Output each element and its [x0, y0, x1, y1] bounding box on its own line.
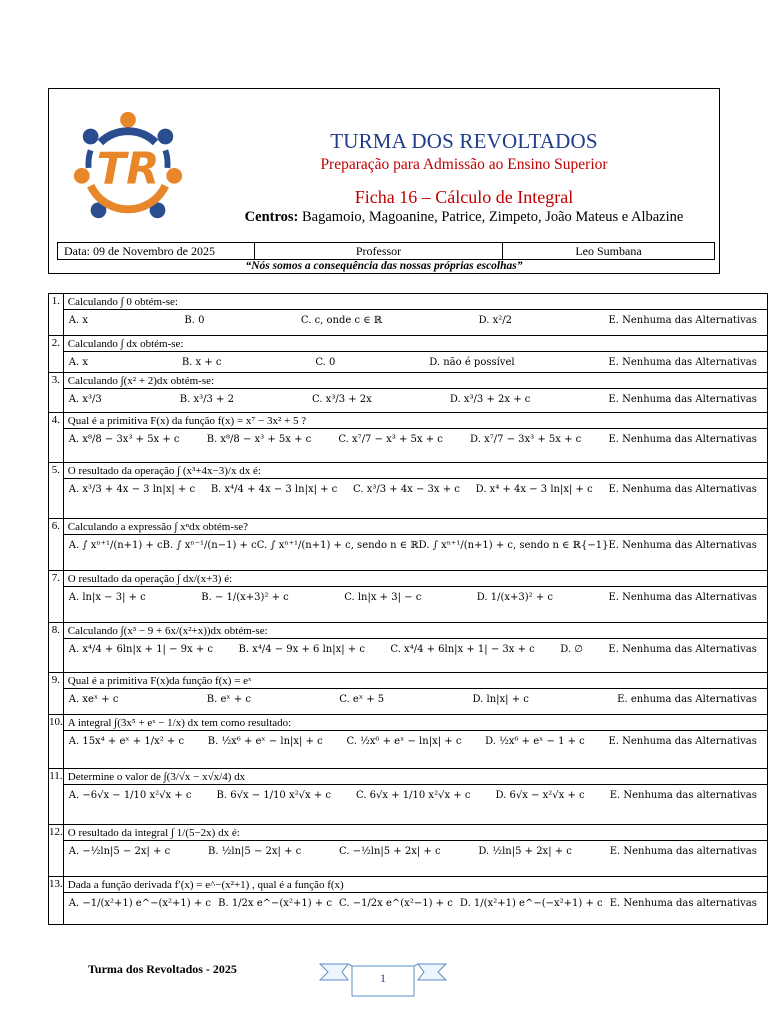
question-row	[49, 623, 768, 673]
question-number: 9.	[49, 673, 64, 715]
question-number: 1.	[49, 294, 64, 336]
answer-option[interactable]: E. Nenhuma das Alternativas	[608, 736, 757, 747]
question-body	[63, 571, 767, 623]
answer-option[interactable]: B. x³/3 + 2	[179, 394, 234, 405]
question-stem: A integral ∫(3x⁵ + eˣ − 1/x) dx tem como resultado:	[64, 715, 767, 731]
question-body	[63, 294, 767, 336]
question-number: 4.	[49, 413, 64, 463]
answer-option[interactable]: E. Nenhuma das alternativas	[609, 790, 757, 801]
question-body	[63, 623, 767, 673]
answer-option[interactable]: B. x⁸/8 − x³ + 5x + c	[206, 434, 312, 445]
answer-option[interactable]: A. x	[68, 357, 88, 368]
question-stem: Qual é a primitiva F(x)da função f(x) = eˣ	[64, 673, 767, 689]
question-options	[64, 310, 767, 330]
question-options	[64, 535, 767, 555]
question-row	[49, 715, 768, 769]
question-options	[64, 785, 767, 805]
answer-option[interactable]: D. x⁴ + 4x − 3 ln|x| + c	[475, 484, 593, 495]
answer-option[interactable]: D. ∫ xⁿ⁺¹/(n+1) + c, sendo n ∈ ℝ{−1}	[418, 540, 609, 551]
question-number: 5.	[49, 463, 64, 519]
answer-option[interactable]: C. x³/3 + 2x	[312, 394, 372, 405]
answer-option[interactable]: A. −½ln|5 − 2x| + c	[68, 846, 171, 857]
question-stem: O resultado da operação ∫ dx/(x+3) é:	[64, 571, 767, 587]
answer-option[interactable]: B. eˣ + c	[206, 694, 251, 705]
answer-option[interactable]: D. ½x⁶ + eˣ − 1 + c	[485, 736, 585, 747]
answer-option[interactable]: B. x⁴/4 + 4x − 3 ln|x| + c	[210, 484, 338, 495]
answer-option[interactable]: B. ½ln|5 − 2x| + c	[208, 846, 302, 857]
question-stem: Determine o valor de ∫(3/√x − x√x/4) dx	[64, 769, 767, 785]
question-row	[49, 571, 768, 623]
question-body	[63, 825, 767, 877]
question-row	[49, 413, 768, 463]
question-stem: O resultado da integral ∫ 1/(5−2x) dx é:	[64, 825, 767, 841]
question-row	[49, 519, 768, 571]
question-row	[49, 877, 768, 925]
footer-text: Turma dos Revoltados - 2025	[88, 962, 237, 976]
answer-option[interactable]: D. ½ln|5 + 2x| + c	[478, 846, 572, 857]
org-subtitle: Preparação para Admissão ao Ensino Superior	[320, 156, 608, 173]
answer-option[interactable]: E. Nenhuma das Alternativas	[608, 484, 757, 495]
answer-option[interactable]: D. x³/3 + 2x + c	[449, 394, 531, 405]
question-body	[63, 715, 767, 769]
question-row	[49, 673, 768, 715]
centers-label: Centros:	[244, 209, 299, 225]
answer-option[interactable]: D. x²/2	[478, 315, 513, 326]
question-number: 8.	[49, 623, 64, 673]
question-number: 3.	[49, 373, 64, 413]
question-number: 2.	[49, 336, 64, 373]
answer-option[interactable]: B. 6√x − 1/10 x²√x + c	[216, 790, 331, 801]
answer-option[interactable]: B. 1/2x e^−(x²+1) + c	[218, 898, 332, 909]
answer-option[interactable]: A. x³/3	[68, 394, 102, 405]
answer-option[interactable]: B. x + c	[181, 357, 222, 368]
question-number: 11.	[49, 769, 64, 825]
answer-option[interactable]: C. ln|x + 3| − c	[344, 592, 422, 603]
answer-option[interactable]: B. − 1/(x+3)² + c	[201, 592, 289, 603]
answer-option[interactable]: E. Nenhuma das alternativas	[609, 846, 757, 857]
answer-option[interactable]: A. ln|x − 3| + c	[68, 592, 146, 603]
answer-option[interactable]: E. enhuma das Alternativas	[617, 694, 757, 705]
question-options	[64, 389, 767, 409]
answer-option[interactable]: B. ½x⁶ + eˣ − ln|x| + c	[207, 736, 323, 747]
answer-option[interactable]: C. 6√x + 1/10 x²√x + c	[356, 790, 471, 801]
question-options	[64, 841, 767, 861]
question-number: 13.	[49, 877, 64, 925]
answer-option[interactable]: D. 6√x − x²√x + c	[495, 790, 585, 801]
question-body	[63, 373, 767, 413]
answer-option[interactable]: E. Nenhuma das Alternativas	[608, 644, 757, 655]
answer-option[interactable]: C. −1/2x e^(x²−1) + c	[339, 898, 453, 909]
answer-option[interactable]: D. ln|x| + c	[472, 694, 529, 705]
question-options	[64, 639, 767, 659]
question-row	[49, 463, 768, 519]
answer-option[interactable]: A. −1/(x²+1) e^−(x²+1) + c	[68, 898, 212, 909]
answer-option[interactable]: D. ∅	[560, 644, 583, 655]
question-options	[64, 352, 767, 372]
question-row	[49, 769, 768, 825]
answer-option[interactable]: E. Nenhuma das Alternativas	[608, 315, 757, 326]
answer-option[interactable]: E. Nenhuma das Alternativas	[608, 540, 757, 551]
header-box	[48, 88, 720, 274]
answer-option[interactable]: C. 0	[315, 357, 336, 368]
answer-option[interactable]: D. 1/(x²+1) e^−(−x²+1) + c	[459, 898, 603, 909]
answer-option[interactable]: E. Nenhuma das alternativas	[609, 898, 757, 909]
page-number: 1	[380, 971, 386, 985]
answer-option[interactable]: A. ∫ xⁿ⁺¹/(n+1) + c	[68, 540, 163, 551]
answer-option[interactable]: A. x	[68, 315, 88, 326]
answer-option[interactable]: A. −6√x − 1/10 x²√x + c	[68, 790, 192, 801]
question-options	[64, 731, 767, 751]
question-options	[64, 893, 767, 913]
question-stem: Calculando ∫(x² + 2)dx obtém-se:	[64, 373, 767, 389]
answer-option[interactable]: A. x³/3 + 4x − 3 ln|x| + c	[68, 484, 196, 495]
question-number: 7.	[49, 571, 64, 623]
question-stem: Dada a função derivada f′(x) = e^−(x²+1) , qual é a função f(x)	[64, 877, 767, 893]
answer-option[interactable]: C. x⁷/7 − x³ + 5x + c	[338, 434, 443, 445]
question-options	[64, 587, 767, 607]
answer-option[interactable]: A. xeˣ + c	[68, 694, 119, 705]
centers-value: Bagamoio, Magoanine, Patrice, Zimpeto, João Mateus e Albazine	[298, 209, 684, 225]
centers-line	[49, 209, 719, 226]
org-name: TURMA DOS REVOLTADOS	[330, 129, 598, 153]
question-stem: Qual é a primitiva F(x) da função f(x) = x⁷ − 3x² + 5 ?	[64, 413, 767, 429]
question-body	[63, 463, 767, 519]
question-options	[64, 429, 767, 449]
question-number: 10.	[49, 715, 64, 769]
professor-name-cell: Leo Sumbana	[575, 243, 642, 258]
date-cell: Data: 09 de Novembro de 2025	[58, 243, 255, 259]
answer-option[interactable]: D. não é possível	[429, 357, 515, 368]
question-options	[64, 479, 767, 499]
question-row	[49, 373, 768, 413]
question-number: 12.	[49, 825, 64, 877]
question-body	[63, 413, 767, 463]
question-options	[64, 689, 767, 709]
sheet-title: Ficha 16 – Cálculo de Integral	[354, 187, 574, 207]
answer-option[interactable]: C. x⁴/4 + 6ln|x + 1| − 3x + c	[390, 644, 535, 655]
answer-option[interactable]: E. Nenhuma das Alternativas	[608, 357, 757, 368]
question-row	[49, 825, 768, 877]
answer-option[interactable]: B. 0	[184, 315, 205, 326]
question-stem: Calculando ∫(x³ − 9 + 6x/(x²+x))dx obtém-se:	[64, 623, 767, 639]
question-row	[49, 336, 768, 373]
answer-option[interactable]: A. x⁴/4 + 6ln|x + 1| − 9x + c	[68, 644, 213, 655]
answer-option[interactable]: A. x⁸/8 − 3x³ + 5x + c	[68, 434, 180, 445]
logo-text: TR	[96, 144, 160, 195]
question-stem: Calculando ∫ 0 obtém-se:	[64, 294, 767, 310]
question-stem: O resultado da operação ∫ (x³+4x−3)/x dx é:	[64, 463, 767, 479]
question-body	[63, 336, 767, 373]
question-row	[49, 294, 768, 336]
question-number: 6.	[49, 519, 64, 571]
professor-label-cell: Professor	[255, 243, 503, 259]
info-row	[57, 242, 715, 260]
answer-option[interactable]: E. Nenhuma das Alternativas	[608, 394, 757, 405]
question-body	[63, 519, 767, 571]
motto: “Nós somos a consequência das nossas próprias escolhas”	[245, 260, 523, 272]
answer-option[interactable]: A. 15x⁴ + eˣ + 1/x² + c	[68, 736, 185, 747]
answer-option[interactable]: B. x⁴/4 − 9x + 6 ln|x| + c	[238, 644, 365, 655]
answer-option[interactable]: C. x³/3 + 4x − 3x + c	[353, 484, 460, 495]
question-stem: Calculando a expressão ∫ xⁿdx obtém-se?	[64, 519, 767, 535]
question-body	[63, 769, 767, 825]
answer-option[interactable]: C. ½x⁶ + eˣ − ln|x| + c	[346, 736, 462, 747]
answer-option[interactable]: C. c, onde c ∈ ℝ	[300, 315, 383, 326]
answer-option[interactable]: E. Nenhuma das Alternativas	[608, 592, 757, 603]
question-body	[63, 877, 767, 925]
answer-option[interactable]: E. Nenhuma das Alternativas	[608, 434, 757, 445]
answer-option[interactable]: C. ∫ xⁿ⁺¹/(n+1) + c, sendo n ∈ ℝ	[256, 540, 419, 551]
question-body	[63, 673, 767, 715]
answer-option[interactable]: D. 1/(x+3)² + c	[476, 592, 554, 603]
answer-option[interactable]: C. −½ln|5 + 2x| + c	[339, 846, 441, 857]
question-stem: Calculando ∫ dx obtém-se:	[64, 336, 767, 352]
answer-option[interactable]: D. x⁷/7 − 3x³ + 5x + c	[470, 434, 582, 445]
answer-option[interactable]: B. ∫ xⁿ⁻¹/(n−1) + c	[162, 540, 257, 551]
answer-option[interactable]: C. eˣ + 5	[339, 694, 385, 705]
questions-table	[48, 293, 768, 925]
